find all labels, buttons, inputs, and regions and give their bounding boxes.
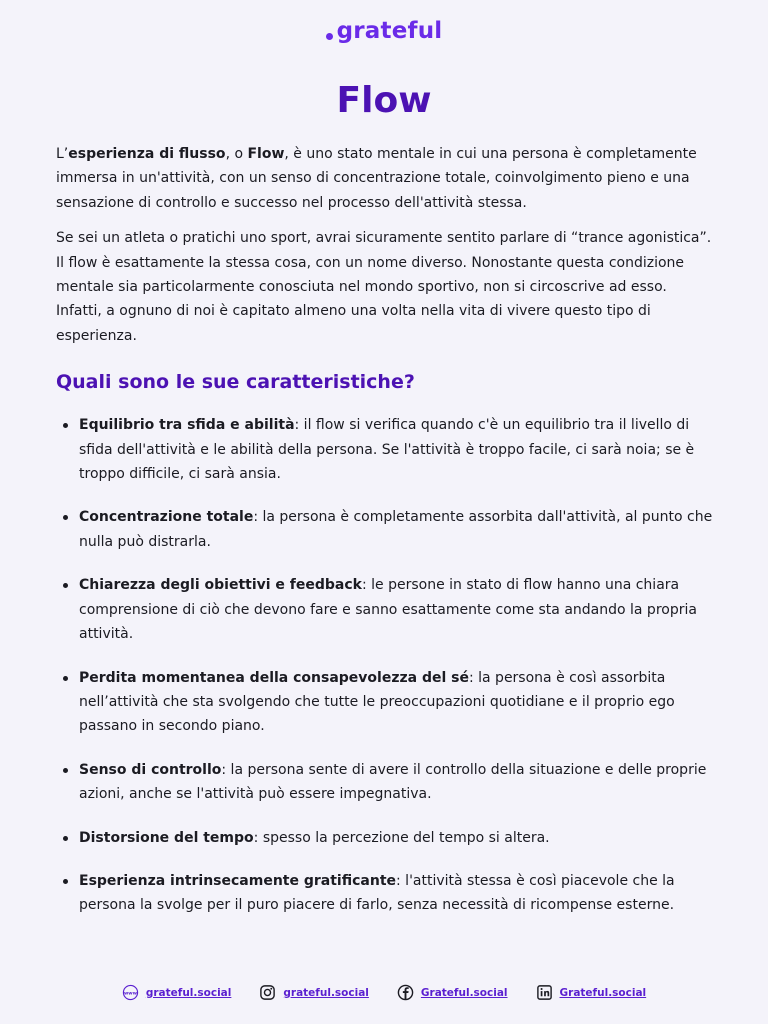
brand-logo <box>0 18 768 44</box>
article-body <box>56 142 716 937</box>
list-item <box>56 573 716 646</box>
linkedin-icon <box>536 984 553 1001</box>
intro-term-esperienza: esperienza di flusso <box>68 146 226 162</box>
social-footer <box>0 984 768 1001</box>
item-text: : la persona è completamente assorbita dall'attività, al punto che nulla può distrarla. <box>79 509 713 550</box>
feature-list <box>56 413 716 918</box>
list-item <box>56 413 716 486</box>
item-text: : le persone in stato di flow hanno una chiara comprensione di ciò che devono fare e sanno esattamente come sta andando la propria attività. <box>79 577 697 643</box>
logo-text: grateful <box>336 18 443 44</box>
item-term: Concentrazione totale <box>79 509 254 526</box>
logo-dot-icon <box>326 33 333 40</box>
item-text: : l'attività stessa è così piacevole che la persona la svolge per il puro piacere di farlo, senza necessità di ricompense esterne. <box>79 872 675 914</box>
linkedin-link[interactable] <box>536 984 647 1001</box>
list-item <box>56 666 716 739</box>
list-item <box>56 826 716 850</box>
list-item <box>56 758 716 807</box>
linkedin-label: Grateful.social <box>559 986 647 999</box>
facebook-icon <box>397 984 414 1001</box>
item-term: Equilibrio tra sfida e abilità <box>79 417 295 434</box>
item-term: Esperienza intrinsecamente gratificante <box>79 872 397 889</box>
item-term: Perdita momentanea della consapevolezza del sé <box>79 669 469 686</box>
intro-paragraph-1 <box>56 142 716 215</box>
globe-icon <box>122 984 139 1001</box>
website-label: grateful.social <box>145 986 232 999</box>
instagram-icon <box>259 984 276 1001</box>
intro-p1-mid: , o <box>225 146 248 162</box>
item-term: Senso di controllo <box>79 761 222 778</box>
page-title: Flow <box>336 80 432 121</box>
list-item <box>56 869 716 918</box>
instagram-link[interactable] <box>259 984 369 1001</box>
item-text: : la persona sente di avere il controllo della situazione e delle proprie azioni, anche se l'attività può essere impegnativa. <box>79 761 707 803</box>
section-heading: Quali sono le sue caratteristiche? <box>56 371 415 394</box>
list-item <box>56 505 716 554</box>
intro-term-flow: Flow <box>247 146 285 162</box>
item-text: : spesso la percezione del tempo si altera. <box>253 829 550 846</box>
instagram-label: grateful.social <box>283 986 369 999</box>
globe-icon-text: www <box>123 991 137 997</box>
item-text: : il flow si verifica quando c'è un equilibrio tra il livello di sfida dell'attività e le abilità della persona. Se l'attività è troppo facile, ci sarà noia; se è troppo difficile, ci sarà ansia. <box>79 417 695 483</box>
item-term: Distorsione del tempo <box>79 829 254 846</box>
facebook-label: Grateful.social <box>420 986 508 999</box>
item-text: : la persona è così assorbita nell’attività che sta svolgendo che tutte le preoccupazioni quotidiane e il proprio ego passano in secondo piano. <box>79 669 675 735</box>
intro-p1-pre: L’ <box>56 146 69 162</box>
facebook-link[interactable] <box>397 984 508 1001</box>
intro-p1-post: , è uno stato mentale in cui una persona è completamente immersa in un'attività, con un senso di concentrazione totale, coinvolgimento pieno e una sensazione di controllo e successo nel processo dell'attività stessa. <box>56 146 697 211</box>
intro-paragraph-2: Se sei un atleta o pratichi uno sport, avrai sicuramente sentito parlare di “trance agonistica”. Il flow è esattamente la stessa cosa, con un nome diverso. Nonostante questa condizione mentale sia particolarmente conosciuta nel mondo sportivo, non si circoscrive ad esso. Infatti, a ognuno di noi è capitato almeno una volta nella vita di vivere questo tipo di esperienza. <box>56 230 712 344</box>
website-link[interactable] <box>122 984 232 1001</box>
item-term: Chiarezza degli obiettivi e feedback <box>79 577 362 594</box>
